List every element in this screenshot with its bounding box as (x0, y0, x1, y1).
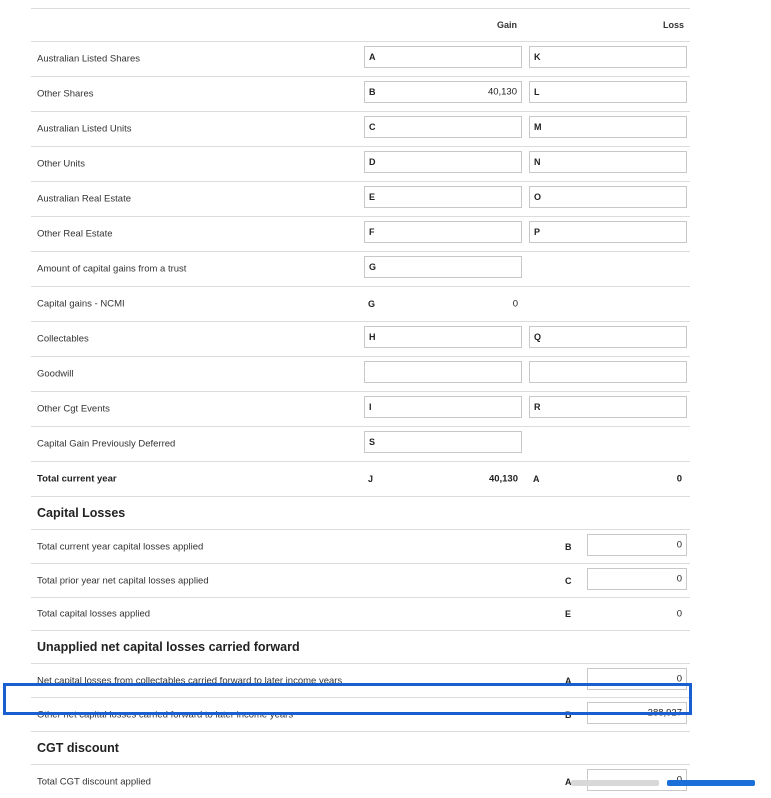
row-code: B (565, 709, 572, 720)
total-label: Total current year (37, 473, 117, 485)
total-loss-value: 0 (676, 473, 682, 485)
total-row (31, 461, 690, 496)
row-label: Capital gains - NCMI (37, 298, 125, 310)
row-code: E (565, 609, 572, 619)
table-row (31, 356, 690, 391)
row-label: Other net capital losses carried forward to later income years (37, 709, 294, 720)
gain-input[interactable] (364, 116, 522, 138)
loss-input[interactable] (529, 116, 687, 138)
row-label: Australian Listed Shares (37, 53, 140, 65)
gain-input[interactable] (364, 186, 522, 208)
row-label: Australian Listed Units (37, 123, 132, 135)
loss-code: P (534, 227, 541, 237)
total-gain-value: 40,130 (488, 473, 518, 485)
primary-button[interactable] (667, 780, 755, 786)
gain-column-header: Gain (497, 20, 518, 30)
table-row (31, 216, 690, 251)
table-row (31, 251, 690, 286)
row-label: Other Cgt Events (37, 403, 110, 415)
table-row (31, 76, 690, 111)
highlight-box (3, 683, 692, 715)
table-row (31, 286, 690, 321)
row-label: Net capital losses from collectables carried forward to later income years (37, 675, 343, 686)
loss-code: Q (534, 332, 542, 342)
section-title: CGT discount (37, 741, 119, 755)
gain-code: E (369, 192, 376, 202)
row-code: A (565, 675, 572, 686)
gain-input[interactable] (364, 431, 522, 453)
gain-code: A (369, 52, 376, 62)
row-label: Other Shares (37, 88, 94, 100)
loss-input[interactable] (529, 361, 687, 383)
row-value: 0 (676, 673, 682, 685)
row-label: Goodwill (37, 368, 74, 380)
loss-code: N (534, 157, 541, 167)
table-row (31, 111, 690, 146)
section-title: Unapplied net capital losses carried forward (37, 640, 300, 654)
loss-code: O (534, 192, 542, 202)
total-loss-code: A (533, 474, 540, 484)
value-input[interactable] (587, 568, 687, 590)
loss-code: L (534, 87, 540, 97)
table-row (31, 146, 690, 181)
row-value: 0 (676, 573, 682, 585)
row-value: 288,927 (647, 707, 682, 719)
row-label: Amount of capital gains from a trust (37, 263, 187, 275)
loss-column-header: Loss (663, 20, 685, 30)
loss-input[interactable] (529, 326, 687, 348)
secondary-button[interactable] (571, 780, 659, 786)
row-value: 0 (676, 608, 682, 620)
gain-code: B (369, 87, 376, 97)
gain-code: S (369, 437, 376, 447)
gain-code: C (369, 122, 376, 132)
gain-input[interactable] (364, 396, 522, 418)
gain-code: D (369, 157, 376, 167)
row-label: Total prior year net capital losses applied (37, 575, 209, 586)
gain-input[interactable] (364, 46, 522, 68)
loss-code: K (534, 52, 541, 62)
gain-input[interactable] (364, 326, 522, 348)
gain-code: F (369, 227, 375, 237)
table-row (31, 181, 690, 216)
column-header-row (31, 8, 690, 41)
loss-input[interactable] (529, 151, 687, 173)
loss-code: M (534, 122, 542, 132)
table-row (31, 563, 690, 597)
gain-input[interactable] (364, 256, 522, 278)
row-label: Other Real Estate (37, 228, 113, 240)
gain-code: I (369, 402, 372, 412)
gain-value: 40,130 (487, 86, 517, 98)
gain-input[interactable] (364, 151, 522, 173)
row-code: C (565, 575, 572, 586)
table-row (31, 391, 690, 426)
gain-value: 0 (512, 298, 518, 310)
table-row (31, 597, 690, 630)
row-label: Collectables (37, 333, 89, 345)
row-code: A (565, 776, 572, 787)
row-label: Australian Real Estate (37, 193, 131, 205)
gain-code: G (368, 299, 376, 309)
table-row (31, 426, 690, 461)
loss-input[interactable] (529, 221, 687, 243)
loss-code: R (534, 402, 541, 412)
table-row (31, 321, 690, 356)
row-label: Capital Gain Previously Deferred (37, 438, 176, 450)
loss-input[interactable] (529, 186, 687, 208)
gain-code: H (369, 332, 376, 342)
row-label: Total current year capital losses applied (37, 541, 204, 552)
capital-losses-section-header (31, 496, 690, 529)
row-value: 0 (676, 539, 682, 551)
row-label: Total CGT discount applied (37, 776, 151, 787)
loss-input[interactable] (529, 46, 687, 68)
gain-input[interactable] (364, 81, 522, 103)
total-gain-code: J (368, 474, 374, 484)
value-input[interactable] (587, 534, 687, 556)
table-row (31, 41, 690, 76)
row-label: Other Units (37, 158, 86, 170)
section-title: Capital Losses (37, 506, 126, 520)
cgt-discount-section-header (31, 731, 690, 764)
capital-gains-form (31, 8, 690, 798)
row-code: B (565, 541, 572, 552)
table-row (31, 529, 690, 563)
gain-input[interactable] (364, 361, 522, 383)
loss-input[interactable] (529, 81, 687, 103)
unapplied-losses-section-header (31, 630, 690, 663)
gain-input[interactable] (364, 221, 522, 243)
row-label: Total capital losses applied (37, 608, 151, 620)
loss-input[interactable] (529, 396, 687, 418)
gain-code: G (369, 262, 377, 272)
